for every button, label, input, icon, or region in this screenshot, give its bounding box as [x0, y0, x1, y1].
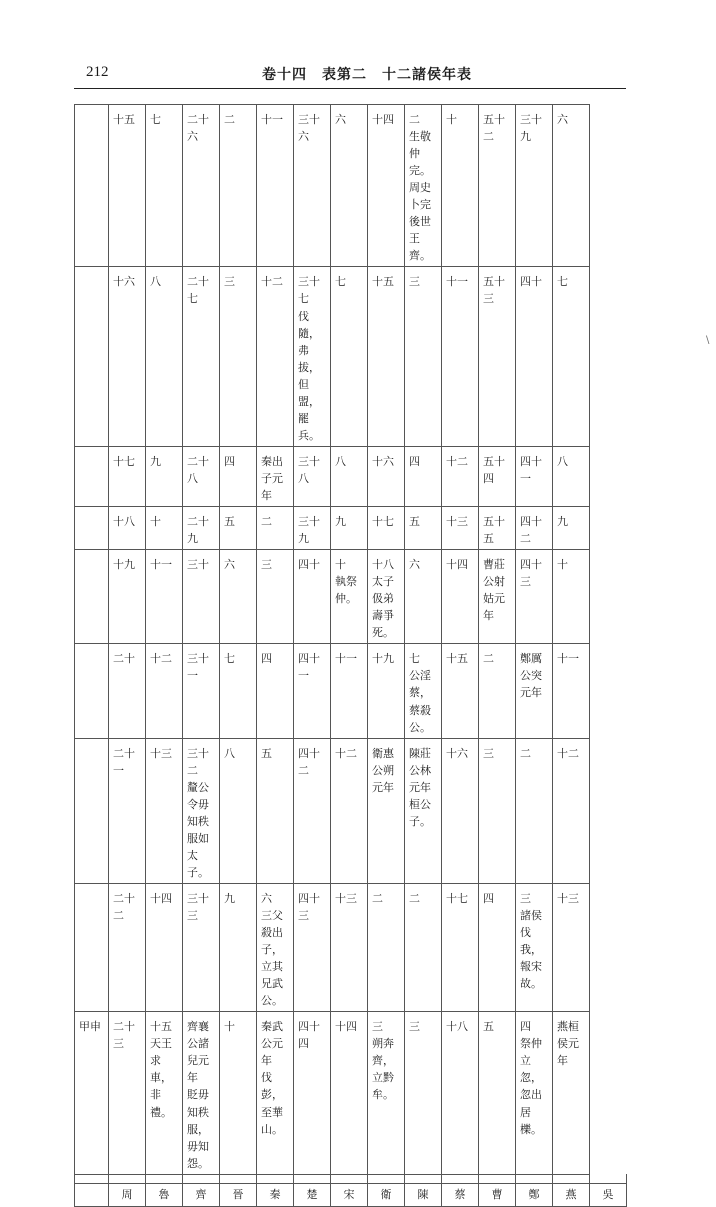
table-cell: 十二 [257, 267, 294, 446]
table-cell: 四十三 [294, 883, 331, 1011]
table-cell: 十五 天王求車，非禮。 [146, 1012, 183, 1174]
table-cell: 十一 [442, 267, 479, 446]
table-cell: 十二 [442, 446, 479, 506]
year-row [75, 105, 627, 267]
table-cell: 二十二 [109, 883, 146, 1011]
table-cell: 十九 [368, 644, 405, 738]
table-cell: 九 [553, 507, 590, 550]
state-caption: 晉 [220, 1183, 257, 1206]
year-row [75, 507, 627, 550]
state-caption: 魯 [146, 1183, 183, 1206]
table-cell: 十五 [109, 105, 146, 267]
table-cell: 六 三父殺出子，立其兄武公。 [257, 883, 294, 1011]
table-cell: 八 [220, 738, 257, 883]
state-caption: 蔡 [442, 1183, 479, 1206]
year-row [75, 446, 627, 506]
table-cell: 十七 [442, 883, 479, 1011]
table-cell: 十六 [442, 738, 479, 883]
running-title: 卷十四 表第二 十二諸侯年表 [262, 67, 472, 83]
year-row [75, 738, 627, 883]
table-cell: 二十三 [109, 1012, 146, 1174]
table-cell: 鄭厲公突元年 [516, 644, 553, 738]
margin-mark: \ [706, 335, 710, 346]
table-cell: 四十 [294, 550, 331, 644]
table-cell: 三十三 [183, 883, 220, 1011]
table-cell: 八 [553, 446, 590, 506]
table-cell: 十六 [368, 446, 405, 506]
table-cell: 二 生敬仲完。周史卜完後世王齊。 [405, 105, 442, 267]
table-cell: 三十二 釐公令毋知秩服如太子。 [183, 738, 220, 883]
table-cell: 四十四 [294, 1012, 331, 1174]
table-cell: 十四 [146, 883, 183, 1011]
table-cell: 十八 [442, 1012, 479, 1174]
table-cell: 三 [220, 267, 257, 446]
table-cell: 三 朔奔齊，立黔牟。 [368, 1012, 405, 1174]
year-row [75, 550, 627, 644]
table-cell: 十三 [442, 507, 479, 550]
state-caption: 曹 [479, 1183, 516, 1206]
table-cell: 四十三 [516, 550, 553, 644]
table-cell: 八 [146, 267, 183, 446]
state-caption: 燕 [553, 1183, 590, 1206]
table-cell [75, 738, 109, 883]
table-cell [75, 507, 109, 550]
table-cell: 甲申 [75, 1012, 109, 1174]
table-cell: 二 [405, 883, 442, 1011]
state-caption [75, 1183, 109, 1206]
state-caption: 秦 [257, 1183, 294, 1206]
table-cell: 七 [220, 644, 257, 738]
table-cell: 十四 [331, 1012, 368, 1174]
table-cell: 十 [553, 550, 590, 644]
table-cell: 三 [405, 267, 442, 446]
table-cell: 七 公淫蔡，蔡殺公。 [405, 644, 442, 738]
table-cell: 三十一 [183, 644, 220, 738]
table-cell: 秦出子元年 [257, 446, 294, 506]
table-cell: 三十七 伐隨，弗拔，但盟，罷兵。 [294, 267, 331, 446]
table-cell: 十一 [331, 644, 368, 738]
table-cell: 七 [553, 267, 590, 446]
table-cell: 十七 [109, 446, 146, 506]
table-cell: 十八 太子伋弟壽爭死。 [368, 550, 405, 644]
table-cell: 二十 [109, 644, 146, 738]
table-cell: 二十九 [183, 507, 220, 550]
table-cell: 七 [331, 267, 368, 446]
table-cell: 五 [257, 738, 294, 883]
table-cell: 五十四 [479, 446, 516, 506]
table-cell: 三十九 [516, 105, 553, 267]
table-cell: 二 [257, 507, 294, 550]
table-cell [75, 267, 109, 446]
table-cell: 十八 [109, 507, 146, 550]
table-body [75, 105, 627, 1207]
table-cell: 四 [257, 644, 294, 738]
table-cell: 十三 [331, 883, 368, 1011]
table-cell: 十二 [331, 738, 368, 883]
table-cell: 衛惠公朔元年 [368, 738, 405, 883]
table-cell: 三 [479, 738, 516, 883]
table-cell: 十一 [553, 644, 590, 738]
state-caption: 周 [109, 1183, 146, 1206]
table-cell: 六 [331, 105, 368, 267]
year-row [75, 644, 627, 738]
table-cell: 七 [146, 105, 183, 267]
table-cell: 十七 [368, 507, 405, 550]
header-rule [74, 88, 626, 89]
table-cell: 九 [220, 883, 257, 1011]
table-cell: 六 [220, 550, 257, 644]
table-cell: 五十五 [479, 507, 516, 550]
table-cell: 十一 [146, 550, 183, 644]
table-cell: 四 [405, 446, 442, 506]
table-cell [75, 883, 109, 1011]
table-cell: 二 [516, 738, 553, 883]
table-cell [75, 446, 109, 506]
table-gap [75, 1174, 627, 1183]
table-cell: 九 [146, 446, 183, 506]
table-cell: 十 [220, 1012, 257, 1174]
table-cell: 三 [257, 550, 294, 644]
table-cell: 二十八 [183, 446, 220, 506]
table-cell: 五十三 [479, 267, 516, 446]
chronology-table [74, 104, 627, 1207]
table-cell: 十一 [257, 105, 294, 267]
table-cell: 十三 [553, 883, 590, 1011]
table-cell: 六 [553, 105, 590, 267]
table-cell: 二十六 [183, 105, 220, 267]
state-caption: 鄭 [516, 1183, 553, 1206]
table-cell: 陳莊公林元年桓公子。 [405, 738, 442, 883]
table-cell: 四 [220, 446, 257, 506]
table-cell: 四十二 [516, 507, 553, 550]
table-cell: 三十六 [294, 105, 331, 267]
table-cell: 五 [479, 1012, 516, 1174]
table-cell: 十四 [442, 550, 479, 644]
table-cell: 四十一 [516, 446, 553, 506]
table-cell: 四 [479, 883, 516, 1011]
year-row [75, 1012, 627, 1174]
table-cell: 十四 [368, 105, 405, 267]
table-cell: 十九 [109, 550, 146, 644]
year-row [75, 883, 627, 1011]
table-cell: 三 [405, 1012, 442, 1174]
table-cell: 三 諸侯伐我，報宋故。 [516, 883, 553, 1011]
state-caption: 楚 [294, 1183, 331, 1206]
table-cell: 十二 [553, 738, 590, 883]
table-cell: 四十二 [294, 738, 331, 883]
table-cell: 十五 [368, 267, 405, 446]
table-cell: 九 [331, 507, 368, 550]
table-cell: 二十七 [183, 267, 220, 446]
table-cell: 三十八 [294, 446, 331, 506]
table-cell: 五 [220, 507, 257, 550]
table-cell: 二 [220, 105, 257, 267]
table-cell [75, 644, 109, 738]
state-caption: 陳 [405, 1183, 442, 1206]
year-row [75, 267, 627, 446]
table-cell: 二 [479, 644, 516, 738]
table-cell: 八 [331, 446, 368, 506]
table-cell: 四十 [516, 267, 553, 446]
table-cell: 三十九 [294, 507, 331, 550]
table-cell: 十六 [109, 267, 146, 446]
state-caption: 宋 [331, 1183, 368, 1206]
table-cell [75, 105, 109, 267]
table-cell: 四 祭仲立忽，忽出居櫟。 [516, 1012, 553, 1174]
table-cell: 十二 [146, 644, 183, 738]
table-cell: 四十一 [294, 644, 331, 738]
table-cell: 曹莊公射姑元年 [479, 550, 516, 644]
page-number: 212 [86, 64, 109, 80]
table-cell: 齊襄公諸兒元年 貶毋知秩服，毋知怨。 [183, 1012, 220, 1174]
table-cell: 五十二 [479, 105, 516, 267]
state-caption: 衛 [368, 1183, 405, 1206]
table-cell: 十 執祭仲。 [331, 550, 368, 644]
table-cell: 二 [368, 883, 405, 1011]
table-cell: 十 [442, 105, 479, 267]
table-cell: 五 [405, 507, 442, 550]
table-cell: 十五 [442, 644, 479, 738]
state-caption-row [75, 1183, 627, 1206]
table-cell: 三十 [183, 550, 220, 644]
table-cell [75, 550, 109, 644]
table-cell: 二十一 [109, 738, 146, 883]
state-caption: 齊 [183, 1183, 220, 1206]
table-cell: 十 [146, 507, 183, 550]
table-cell: 秦武公元年 伐彭，至華山。 [257, 1012, 294, 1174]
state-caption: 吳 [590, 1183, 627, 1206]
table-cell: 十三 [146, 738, 183, 883]
table-cell: 六 [405, 550, 442, 644]
table-cell: 燕桓侯元年 [553, 1012, 590, 1174]
